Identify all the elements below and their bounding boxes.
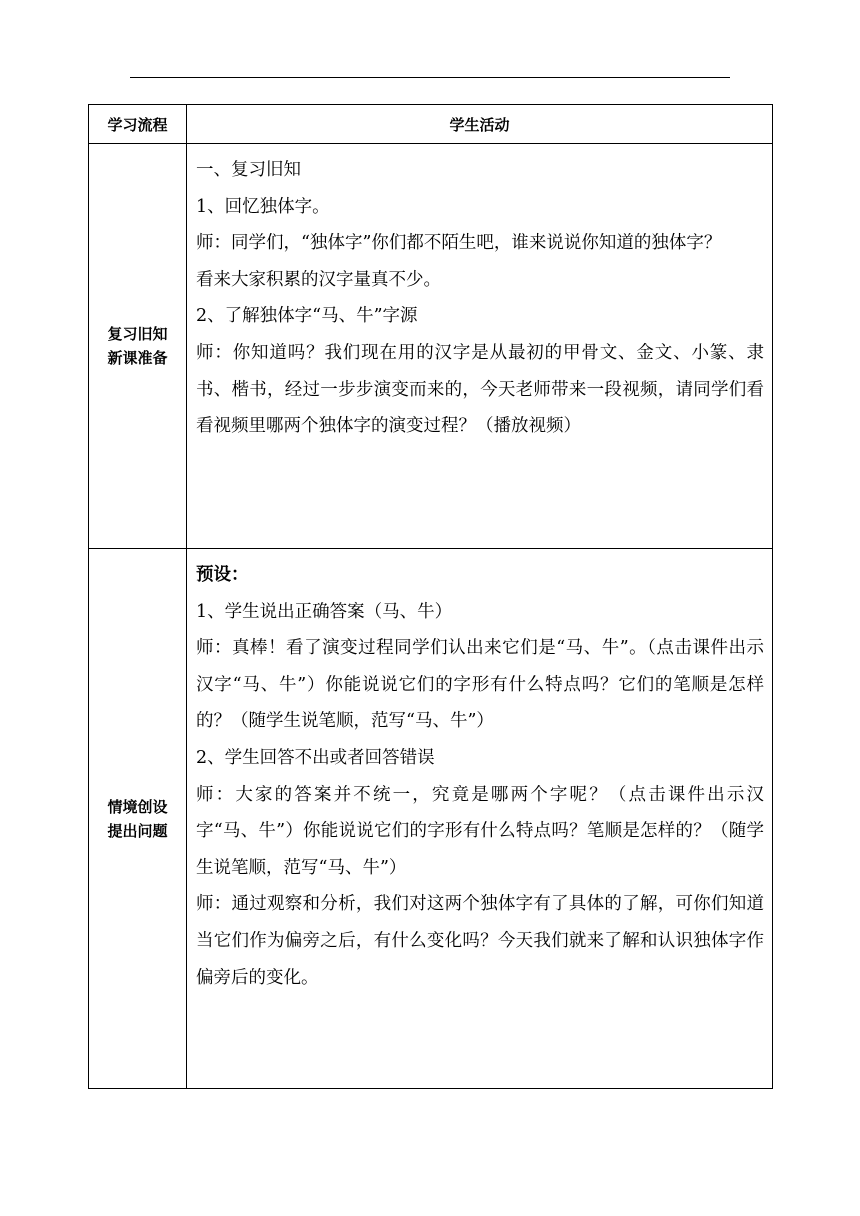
activity-cell <box>187 549 773 1089</box>
activity-cell <box>187 144 773 549</box>
table-row <box>89 144 773 549</box>
activity-paragraph: 师：大家的答案并不统一，究竟是哪两个字呢？（点击课件出示汉字“马、牛”）你能说说它们的字形有什么特点吗？笔顺是怎样的？（随学生说笔顺，范写“马、牛”） <box>196 784 764 878</box>
activity-paragraph: 2、了解独体字“马、牛”字源 <box>196 306 418 327</box>
stage-label-line: 复习旧知 <box>107 325 168 343</box>
activity-paragraph: 师：通过观察和分析，我们对这两个独体字有了具体的了解，可你们知道当它们作为偏旁之后，有什么变化吗？今天我们就来了解和认识独体字作偏旁后的变化。 <box>196 894 764 988</box>
activity-paragraph: 师：你知道吗？我们现在用的汉字是从最初的甲骨文、金文、小篆、隶书、楷书，经过一步步演变而来的，今天老师带来一段视频，请同学们看看视频里哪两个独体字的演变过程？（播放视频） <box>196 342 764 437</box>
header-rule <box>130 77 730 78</box>
stage-cell <box>89 549 187 1089</box>
activity-paragraph: 看来大家积累的汉字量真不少。 <box>196 269 441 290</box>
stage-label-line: 情境创设 <box>107 797 168 816</box>
lesson-plan-table <box>88 104 773 1089</box>
stage-cell <box>89 144 187 549</box>
activity-paragraph: 2、学生回答不出或者回答错误 <box>196 747 435 768</box>
table-header-row <box>89 105 773 144</box>
stage-label-line: 新课准备 <box>107 349 168 367</box>
activity-paragraph: 师：同学们，“独体字”你们都不陌生吧，谁来说说你知道的独体字？ <box>196 233 722 254</box>
stage-label-line: 提出问题 <box>107 821 168 840</box>
column-header-process: 学习流程 <box>89 105 187 144</box>
table-row <box>89 549 773 1089</box>
activity-paragraph: 1、学生说出正确答案（马、牛） <box>196 601 453 622</box>
activity-paragraph: 1、回忆独体字。 <box>196 196 330 217</box>
activity-paragraph: 预设： <box>196 565 249 585</box>
column-header-activity: 学生活动 <box>187 105 773 144</box>
activity-paragraph: 一、复习旧知 <box>196 160 301 180</box>
activity-paragraph: 师：真棒！看了演变过程同学们认出来它们是“马、牛”。（点击课件出示汉字“马、牛”）你能说说它们的字形有什么特点吗？它们的笔顺是怎样的？（随学生说笔顺，范写“马、牛”） <box>196 638 764 732</box>
